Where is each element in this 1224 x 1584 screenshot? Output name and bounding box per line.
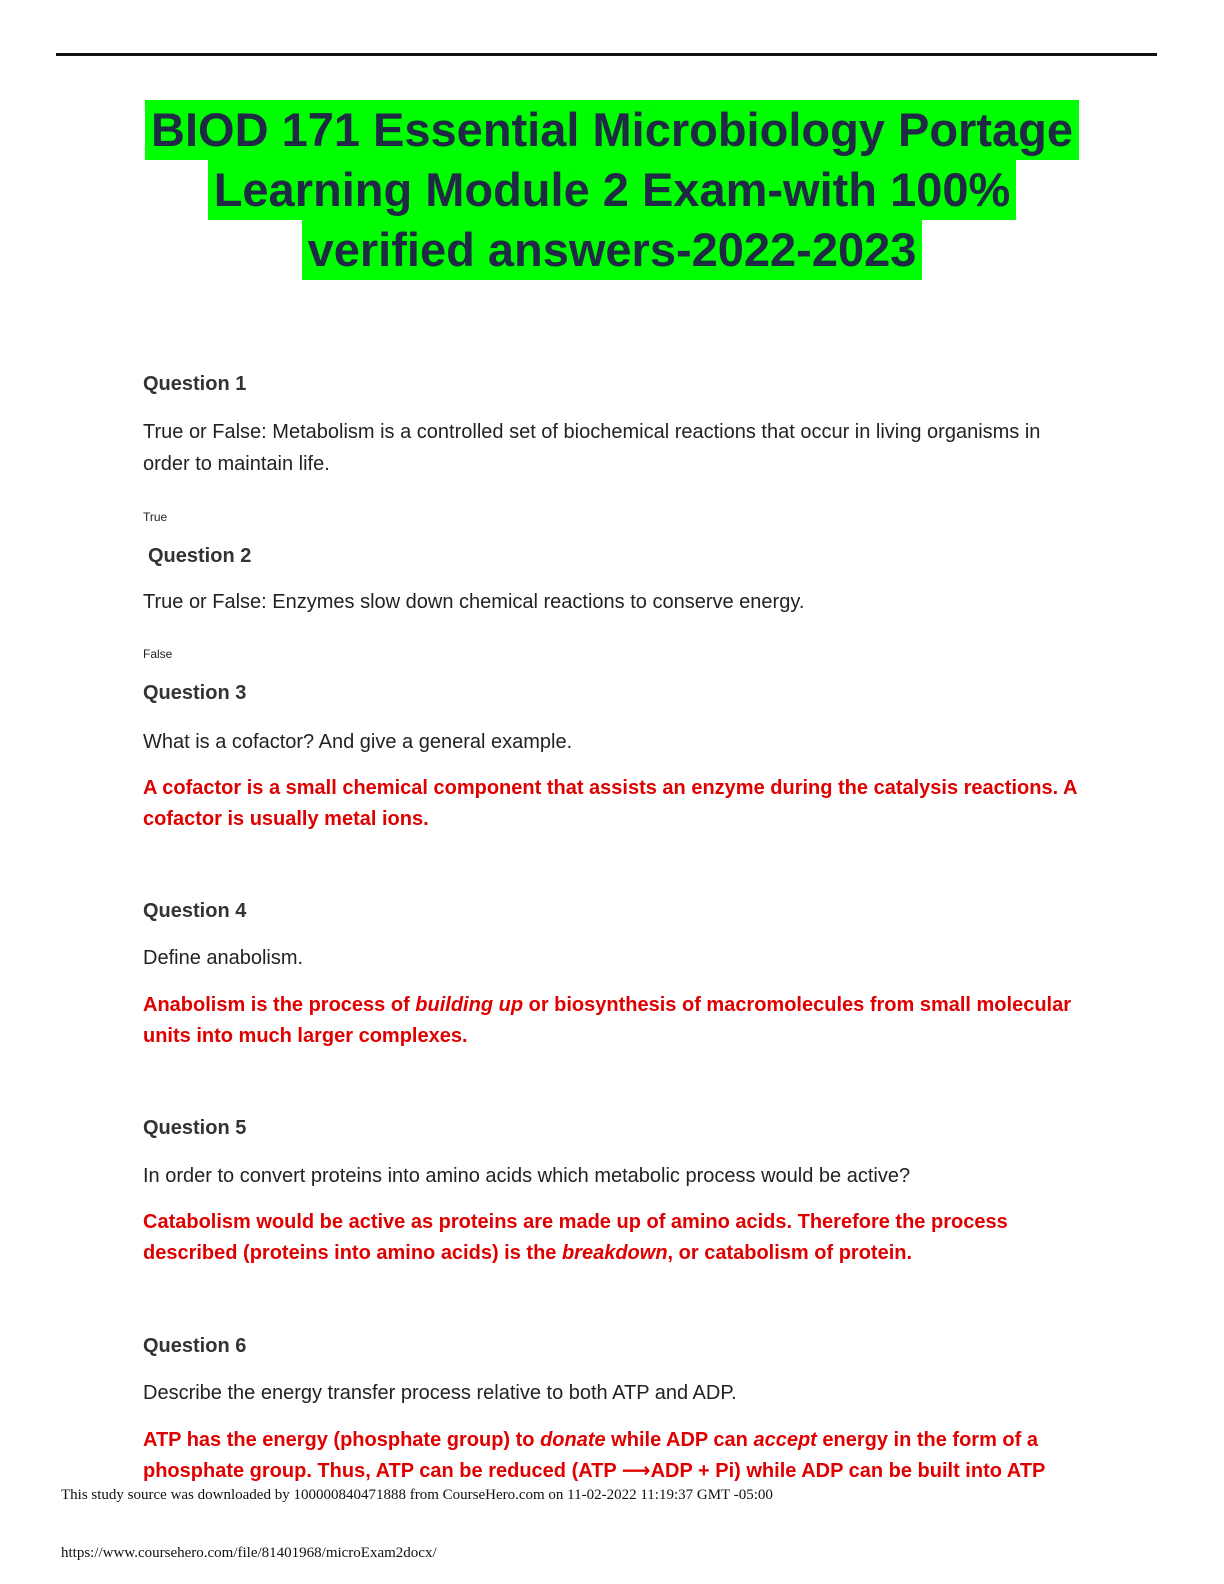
question-5-heading: Question 5 [143, 1117, 247, 1139]
document-title [100, 100, 1124, 280]
question-6-heading: Question 6 [143, 1335, 247, 1357]
question-1-answer: True [143, 510, 168, 524]
question-3-heading: Question 3 [143, 682, 247, 704]
question-4-heading: Question 4 [143, 900, 247, 922]
question-4-text: Define anabolism. [143, 947, 304, 969]
source-url-link[interactable]: https://www.coursehero.com/file/81401968/microExam2docx/ [61, 1545, 437, 1561]
question-2-answer: False [143, 647, 173, 661]
question-5-answer: Catabolism would be active as proteins are made up of amino acids. Therefore the process described (proteins into amino acids) is the breakdown, or catabolism of protein. [143, 1211, 1008, 1264]
download-source-notice: This study source was downloaded by 100000840471888 from CourseHero.com on 11-02-2022 11:19:37 GMT -05:00 [61, 1487, 773, 1503]
question-5-text: In order to convert proteins into amino acids which metabolic process would be active? [143, 1165, 911, 1187]
title-line-3: verified answers-2022-2023 [302, 220, 923, 280]
question-3-text: What is a cofactor? And give a general example. [143, 731, 573, 753]
question-1-heading: Question 1 [143, 373, 247, 395]
question-3-answer: A cofactor is a small chemical component that assists an enzyme during the catalysis reactions. A cofactor is usually metal ions. [143, 777, 1077, 830]
question-1-text: True or False: Metabolism is a controlled set of biochemical reactions that occur in living organisms in order to maintain life. [143, 421, 1041, 475]
title-line-1: BIOD 171 Essential Microbiology Portage [145, 100, 1079, 160]
question-2-heading: Question 2 [148, 545, 252, 567]
question-4-answer: Anabolism is the process of building up or biosynthesis of macromolecules from small molecular units into much larger complexes. [143, 994, 1071, 1047]
question-6-text: Describe the energy transfer process relative to both ATP and ADP. [143, 1382, 737, 1404]
question-6-answer: ATP has the energy (phosphate group) to donate while ADP can accept energy in the form of a phosphate group. Thus, ATP can be reduced (ATP ⟶ADP + Pi) while ADP can be built into ATP [143, 1429, 1046, 1482]
top-divider [56, 53, 1157, 56]
title-line-2: Learning Module 2 Exam-with 100% [208, 160, 1017, 220]
question-2-text: True or False: Enzymes slow down chemical reactions to conserve energy. [143, 591, 805, 613]
